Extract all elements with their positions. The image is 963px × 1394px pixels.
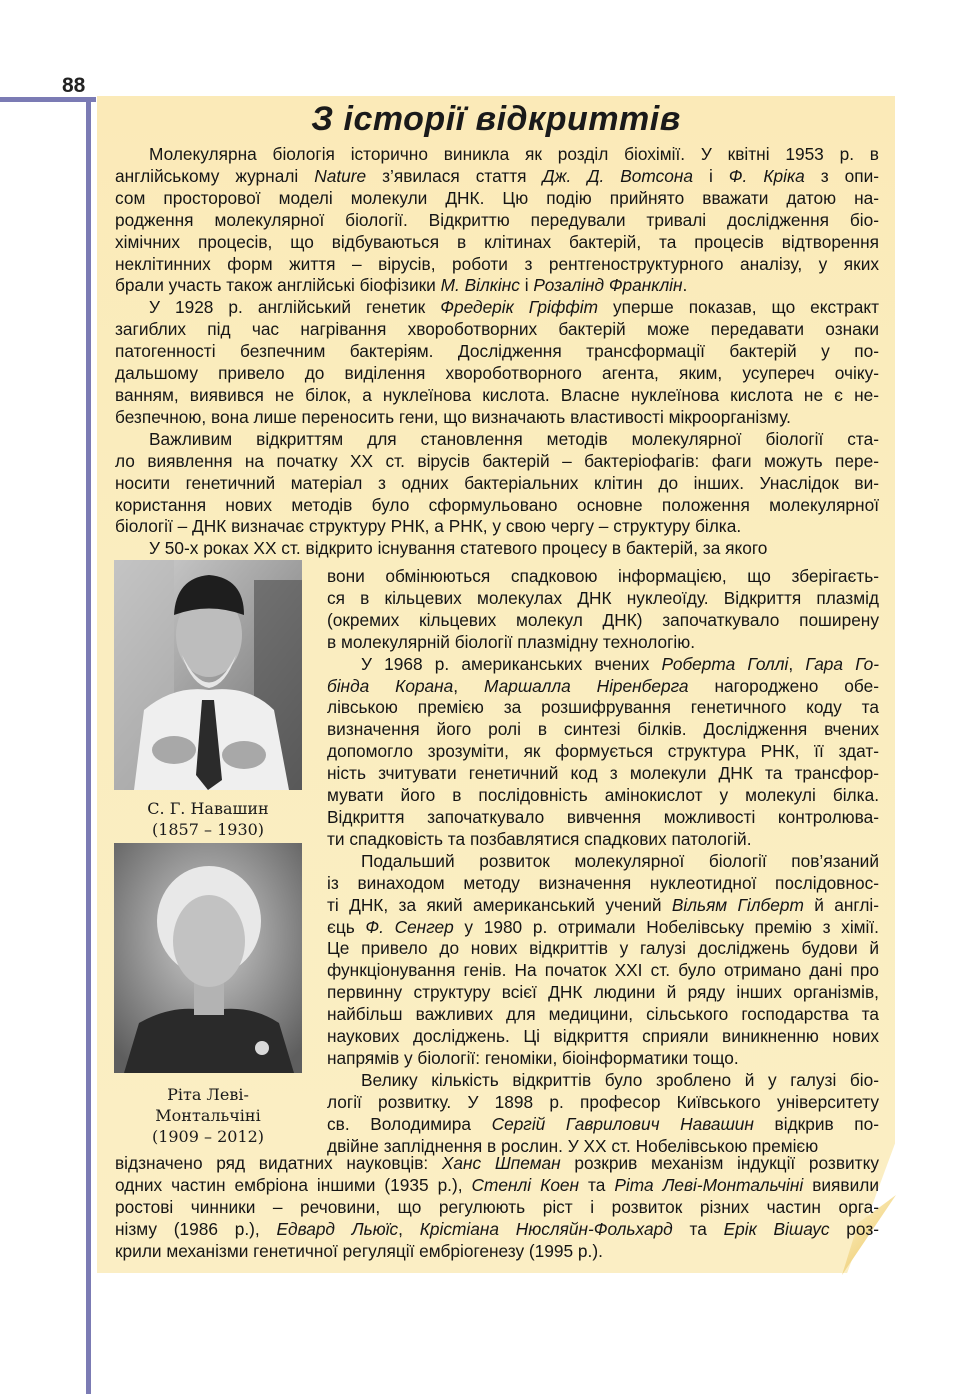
text-run: ті ДНК, за який американський учений (327, 894, 672, 915)
italic-name: Сергій Гаврилович Навашин (491, 1113, 754, 1134)
text-line (327, 610, 879, 632)
text-block-column (327, 566, 879, 1157)
text-line (115, 341, 879, 363)
text-run: Це привело до нових відкриттів у галузі досліджень будови й (327, 938, 879, 959)
text-line (115, 516, 879, 538)
caption-levi-montalcini (114, 1084, 302, 1147)
text-line (327, 873, 879, 895)
text-line (327, 851, 879, 873)
text-line (327, 1070, 879, 1092)
text-run: Відкриття започаткувало вивчення можливості контролюва- (327, 806, 879, 827)
text-run: та (579, 1174, 615, 1195)
text-run: функціонування генів. На початок XXI ст. було отримано дані про (327, 960, 879, 981)
italic-name: Розалінд Франклін (533, 275, 683, 296)
text-run: з опи- (804, 165, 879, 186)
text-run: ність зчитувати генетичний код з молекули ДНК та трансфор- (327, 763, 879, 784)
text-run: мувати його в послідовність амінокислот у молекулі білка. (327, 785, 879, 806)
text-run: ростові чинники – речовини, що регулюють ріст і розвиток різних частин орга- (115, 1196, 879, 1217)
italic-name: Роберта Голлі (661, 653, 789, 674)
text-line (115, 144, 879, 166)
text-run: Подальший розвиток молекулярної біології пов’язаний (361, 850, 879, 871)
text-run: загиблих під час нагрівання хвороботворних бактерій може передавати ознаки (115, 319, 879, 340)
text-line (327, 829, 879, 851)
text-block-bottom (115, 1153, 879, 1263)
text-line (327, 938, 879, 960)
text-run: та (672, 1218, 724, 1239)
text-run: допомогло зрозуміти, як формується структура РНК, її здат- (327, 741, 879, 762)
text-run: , (398, 1218, 420, 1239)
text-line (115, 297, 879, 319)
text-run: біології – ДНК визначає структуру РНК, а РНК, у свою чергу – структуру білка. (115, 516, 742, 537)
text-run: неклітинних форм життя – вірусів, роботи з рентгеноструктурного аналізу, у яких (115, 253, 879, 274)
text-run: й англі- (803, 894, 880, 915)
text-line (115, 429, 879, 451)
text-run: з’явилася стаття (366, 165, 543, 186)
text-run: роз- (829, 1218, 879, 1239)
page-number: 88 (62, 74, 86, 97)
text-line (327, 697, 879, 719)
text-run: У 1968 р. американських вчених (361, 653, 662, 674)
text-run: крили механізми генетичної регуляції ембріогенезу (1995 р.). (115, 1240, 603, 1261)
italic-name: Ріта Леві-Монтальчіні (614, 1174, 804, 1195)
italic-name: Едвард Льюїс (276, 1218, 399, 1239)
text-line (327, 895, 879, 917)
text-run: ти спадковість та позбавлятися спадкових патологій. (327, 828, 752, 849)
portrait-navashin-image (114, 560, 302, 790)
text-line (115, 188, 879, 210)
text-line (327, 1092, 879, 1114)
text-run: відзначено ряд видатних науковців: (115, 1153, 442, 1173)
text-run: , (788, 653, 806, 674)
text-line (115, 166, 879, 188)
caption-navashin-name: С. Г. Навашин (147, 799, 269, 818)
italic-name: Фредерік Гріффіт (440, 297, 598, 318)
text-run: Молекулярна біологія історично виникла як розділ біохімії. У квітні 1953 р. в (149, 144, 879, 164)
text-line (327, 785, 879, 807)
text-line (115, 319, 879, 341)
text-run: , (453, 675, 485, 696)
text-run: і (692, 165, 729, 186)
text-run: нагороджено обе- (688, 675, 879, 696)
text-run: У 1928 р. англійський генетик (149, 297, 441, 318)
text-run: брали участь також англійські біофізики (115, 275, 441, 296)
text-line (327, 632, 879, 654)
text-line (115, 385, 879, 407)
text-line (115, 451, 879, 473)
text-line (327, 1048, 879, 1070)
text-run: єць (327, 916, 366, 937)
italic-name: М. Вілкінс (440, 275, 520, 296)
text-run: користання нових методів було сформульовано основне положення молекулярної (115, 494, 879, 515)
text-run: лівською премією за розшифрування генетичного коду та (327, 697, 879, 718)
italic-name: Ерік Вішаус (723, 1218, 830, 1239)
text-line (115, 407, 879, 429)
text-line (327, 982, 879, 1004)
text-line (115, 275, 879, 297)
italic-name: Ханс Шпеман (441, 1153, 561, 1173)
text-run: розкрив механізм індукції розвитку (560, 1153, 879, 1173)
text-run: нізму (1986 р.), (115, 1218, 277, 1239)
text-run: хімічних процесів, що відбуваються в клітинах бактерій, та процесів відтворення (115, 231, 879, 252)
text-line (327, 566, 879, 588)
text-run: вони обмінюються спадковою інформацією, що зберігаєть- (327, 566, 879, 586)
text-run: із винаходом методу визначення нуклеотидної послідовнос- (327, 872, 879, 893)
portrait-photo-levi-montalcini (114, 843, 302, 1073)
text-run: Важливим відкриттям для становлення методів молекулярної біології ста- (149, 428, 879, 449)
text-line (327, 917, 879, 939)
text-run: логії розвитку. У 1898 р. професор Київського університету (327, 1091, 879, 1112)
text-run: напрямів у біології: геноміки, біоінформатики тощо. (327, 1047, 739, 1068)
text-line (327, 654, 879, 676)
italic-name: Дж. Д. Вотсона (542, 165, 693, 186)
text-run: ванням, виявився не білок, а нуклеїнова кислота. Власне нуклеїнова кислота не є не- (115, 384, 879, 405)
text-line (115, 473, 879, 495)
text-line (115, 495, 879, 517)
text-run: (окремих кільцевих молекул ДНК) започаткувало поширену (327, 609, 879, 630)
caption-levi-montalcini-years: (1909 – 2012) (151, 1127, 265, 1146)
margin-rule-horizontal (0, 97, 96, 102)
text-line (327, 1004, 879, 1026)
text-line (115, 1175, 879, 1197)
text-run: носити генетичний матеріал з одних бактеріальних клітин до інших. Унаслідок ви- (115, 472, 879, 493)
text-line (327, 763, 879, 785)
text-run: визначення його ролі в синтезі білків. Дослідження вчених (327, 719, 879, 740)
italic-name: Крістіана Нюсляйн-Фольхард (419, 1218, 673, 1239)
text-line (327, 807, 879, 829)
text-line (115, 1197, 879, 1219)
text-line (327, 960, 879, 982)
italic-name: Маршалла Ніренберга (484, 675, 689, 696)
text-run: ся в кільцевих молекулах ДНК нуклеоїду. Відкриття плазмід (327, 587, 879, 608)
italic-name: Ф. Сенгер (365, 916, 454, 937)
text-block-top (115, 144, 879, 560)
section-title: З історії відкриттів (311, 100, 681, 138)
caption-navashin (114, 798, 302, 840)
text-run: двійне запліднення в рослин. У XX ст. Нобелівською премією (327, 1135, 819, 1156)
text-run: родження молекулярної біології. Відкриттю передували тривалі дослідження біо- (115, 209, 879, 230)
portrait-photo-navashin (114, 560, 302, 790)
text-run: патогенності безпечним бактеріям. Дослідження трансформації бактерій у по- (115, 341, 879, 362)
italic-name: Вільям Гілберт (671, 894, 804, 915)
caption-levi-montalcini-name-2: Монтальчіні (155, 1106, 261, 1125)
text-line (327, 588, 879, 610)
text-run: первинну структуру всієї ДНК людини й ряду інших організмів, (327, 982, 879, 1003)
text-line (327, 1026, 879, 1048)
text-run: безпечною, вона лише переносить гени, що визначають властивості мікроорганізму. (115, 406, 791, 427)
text-line (327, 741, 879, 763)
text-run: одних частин ембріона іншими (1935 р.), (115, 1174, 472, 1195)
text-run: св. Володимира (327, 1113, 492, 1134)
italic-name: Стенлі Коен (471, 1174, 580, 1195)
text-run: У 50-х роках XX ст. відкрито існування статевого процесу в бактерій, за якого (149, 538, 768, 559)
text-run: наукових досліджень. Ці відкриття сприяли виникненню нових (327, 1026, 879, 1047)
italic-name: Nature (314, 165, 367, 186)
text-run: найбільш важливих для медицини, сільського господарства та (327, 1004, 879, 1025)
text-line (327, 719, 879, 741)
text-run: у 1980 р. отримали Нобелівську премію з хімії. (453, 916, 879, 937)
caption-levi-montalcini-name-1: Ріта Леві- (167, 1085, 249, 1104)
text-line (115, 363, 879, 385)
text-line (327, 676, 879, 698)
caption-navashin-years: (1857 – 1930) (151, 820, 265, 839)
text-line (115, 210, 879, 232)
text-run: . (682, 275, 688, 296)
text-line (115, 538, 879, 560)
text-run: відкрив по- (753, 1113, 879, 1134)
portrait-levi-montalcini-image (114, 843, 302, 1073)
text-run: сом просторової моделі молекули ДНК. Цю подію прийнято вважати датою на- (115, 187, 879, 208)
text-run: в молекулярній біології плазмідну технологію. (327, 631, 696, 652)
text-line (115, 1153, 879, 1175)
text-run: виявили (803, 1174, 879, 1195)
text-run: дальшому привело до виділення хвороботворного агента, яким, усупереч очіку- (115, 363, 879, 384)
margin-rule-vertical (86, 97, 91, 1394)
italic-name: Гара Го- (805, 653, 879, 674)
text-run: ло виявлення на початку XX ст. вірусів бактерій – бактеріофагів: фаги можуть пере- (115, 450, 879, 471)
italic-name: Ф. Кріка (728, 165, 805, 186)
text-line (115, 232, 879, 254)
text-run: Велику кількість відкриттів було зроблено й у галузі біо- (361, 1069, 879, 1090)
italic-name: бінда Корана (327, 675, 454, 696)
text-line (115, 1219, 879, 1241)
text-line (327, 1114, 879, 1136)
text-line (115, 254, 879, 276)
text-run: уперше показав, що екстракт (598, 297, 879, 318)
text-run: і (519, 275, 534, 296)
text-line (115, 1241, 879, 1263)
text-run: англійському журналі (115, 165, 315, 186)
